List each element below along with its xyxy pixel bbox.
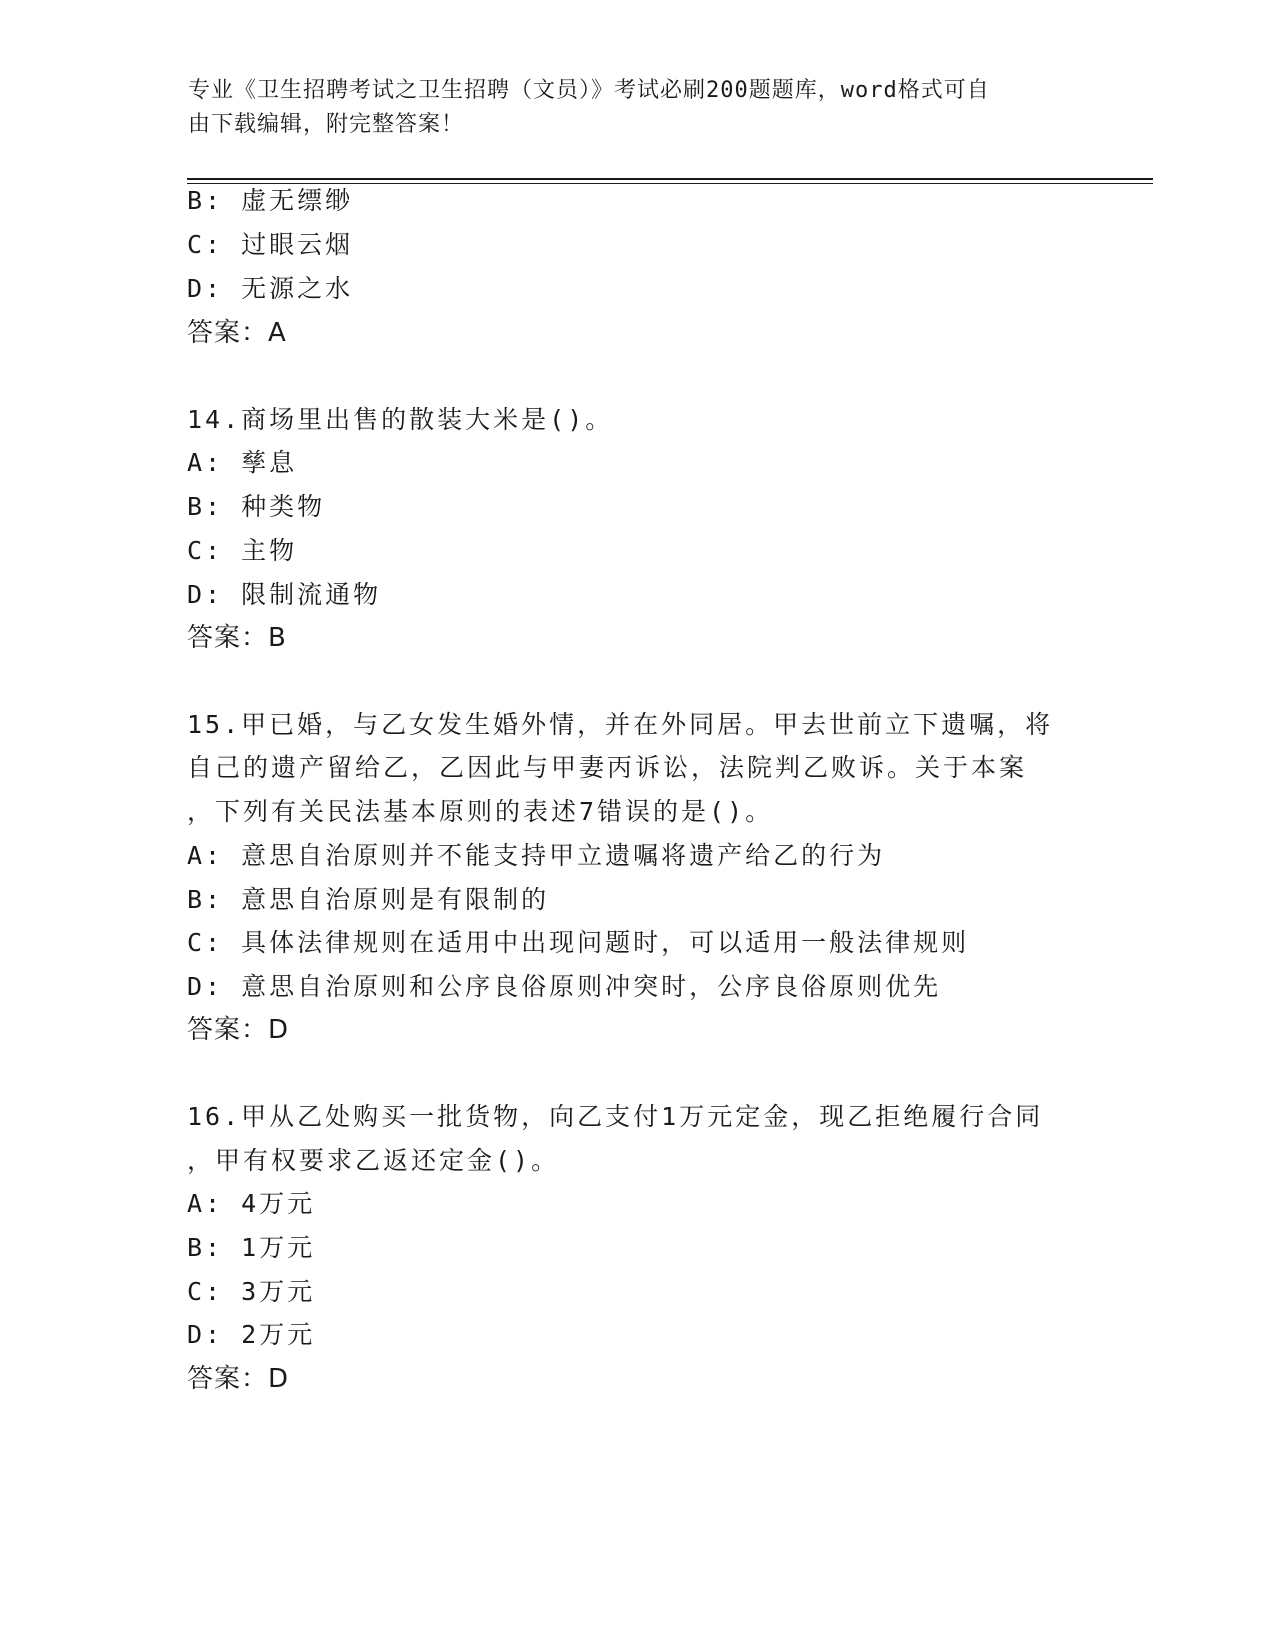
q16-option-d: D: 2万元: [187, 1320, 316, 1349]
q15-option-c: C: 具体法律规则在适用中出现问题时，可以适用一般法律规则: [187, 928, 970, 957]
q14-answer: 答案：B: [187, 623, 287, 653]
q16-option-a: A: 4万元: [187, 1189, 316, 1218]
q15-stem-line-3: ，下列有关民法基本原则的表述7错误的是()。: [187, 797, 774, 826]
q14-option-b: B: 种类物: [187, 492, 326, 521]
q15-stem-line-2: 自己的遗产留给乙，乙因此与甲妻丙诉讼，法院判乙败诉。关于本案: [187, 753, 1028, 782]
q16-stem-line-1: 16.甲从乙处购买一批货物，向乙支付1万元定金，现乙拒绝履行合同: [187, 1102, 1044, 1131]
header-line-2: 由下载编辑，附完整答案！: [188, 112, 465, 137]
q16-option-b: B: 1万元: [187, 1233, 316, 1262]
q14-option-a: A: 孳息: [187, 448, 298, 477]
q16-option-c: C: 3万元: [187, 1277, 316, 1306]
q15-stem-line-1: 15.甲已婚，与乙女发生婚外情，并在外同居。甲去世前立下遗嘱，将: [187, 710, 1054, 739]
header-line-1: 专业《卫生招聘考试之卫生招聘（文员）》考试必刷200题题库，word格式可自: [188, 78, 990, 103]
header-divider-thin: [187, 183, 1153, 184]
q15-option-a: A: 意思自治原则并不能支持甲立遗嘱将遗产给乙的行为: [187, 841, 886, 870]
q14-stem: 14.商场里出售的散装大米是()。: [187, 405, 614, 434]
q15-answer: 答案：D: [187, 1015, 290, 1045]
q14-option-d: D: 限制流通物: [187, 580, 382, 609]
header-divider: [187, 178, 1153, 180]
q14-option-c: C: 主物: [187, 536, 298, 565]
q16-answer: 答案：D: [187, 1364, 290, 1394]
q15-option-b: B: 意思自治原则是有限制的: [187, 885, 550, 914]
document-header: [188, 74, 1068, 142]
q13-option-d: D: 无源之水: [187, 274, 354, 303]
q15-option-d: D: 意思自治原则和公序良俗原则冲突时，公序良俗原则优先: [187, 972, 942, 1001]
q13-option-c: C: 过眼云烟: [187, 230, 354, 259]
q13-answer: 答案：A: [187, 318, 287, 348]
q13-option-b: B: 虚无缥缈: [187, 186, 354, 215]
q16-stem-line-2: ，甲有权要求乙返还定金()。: [187, 1146, 560, 1175]
